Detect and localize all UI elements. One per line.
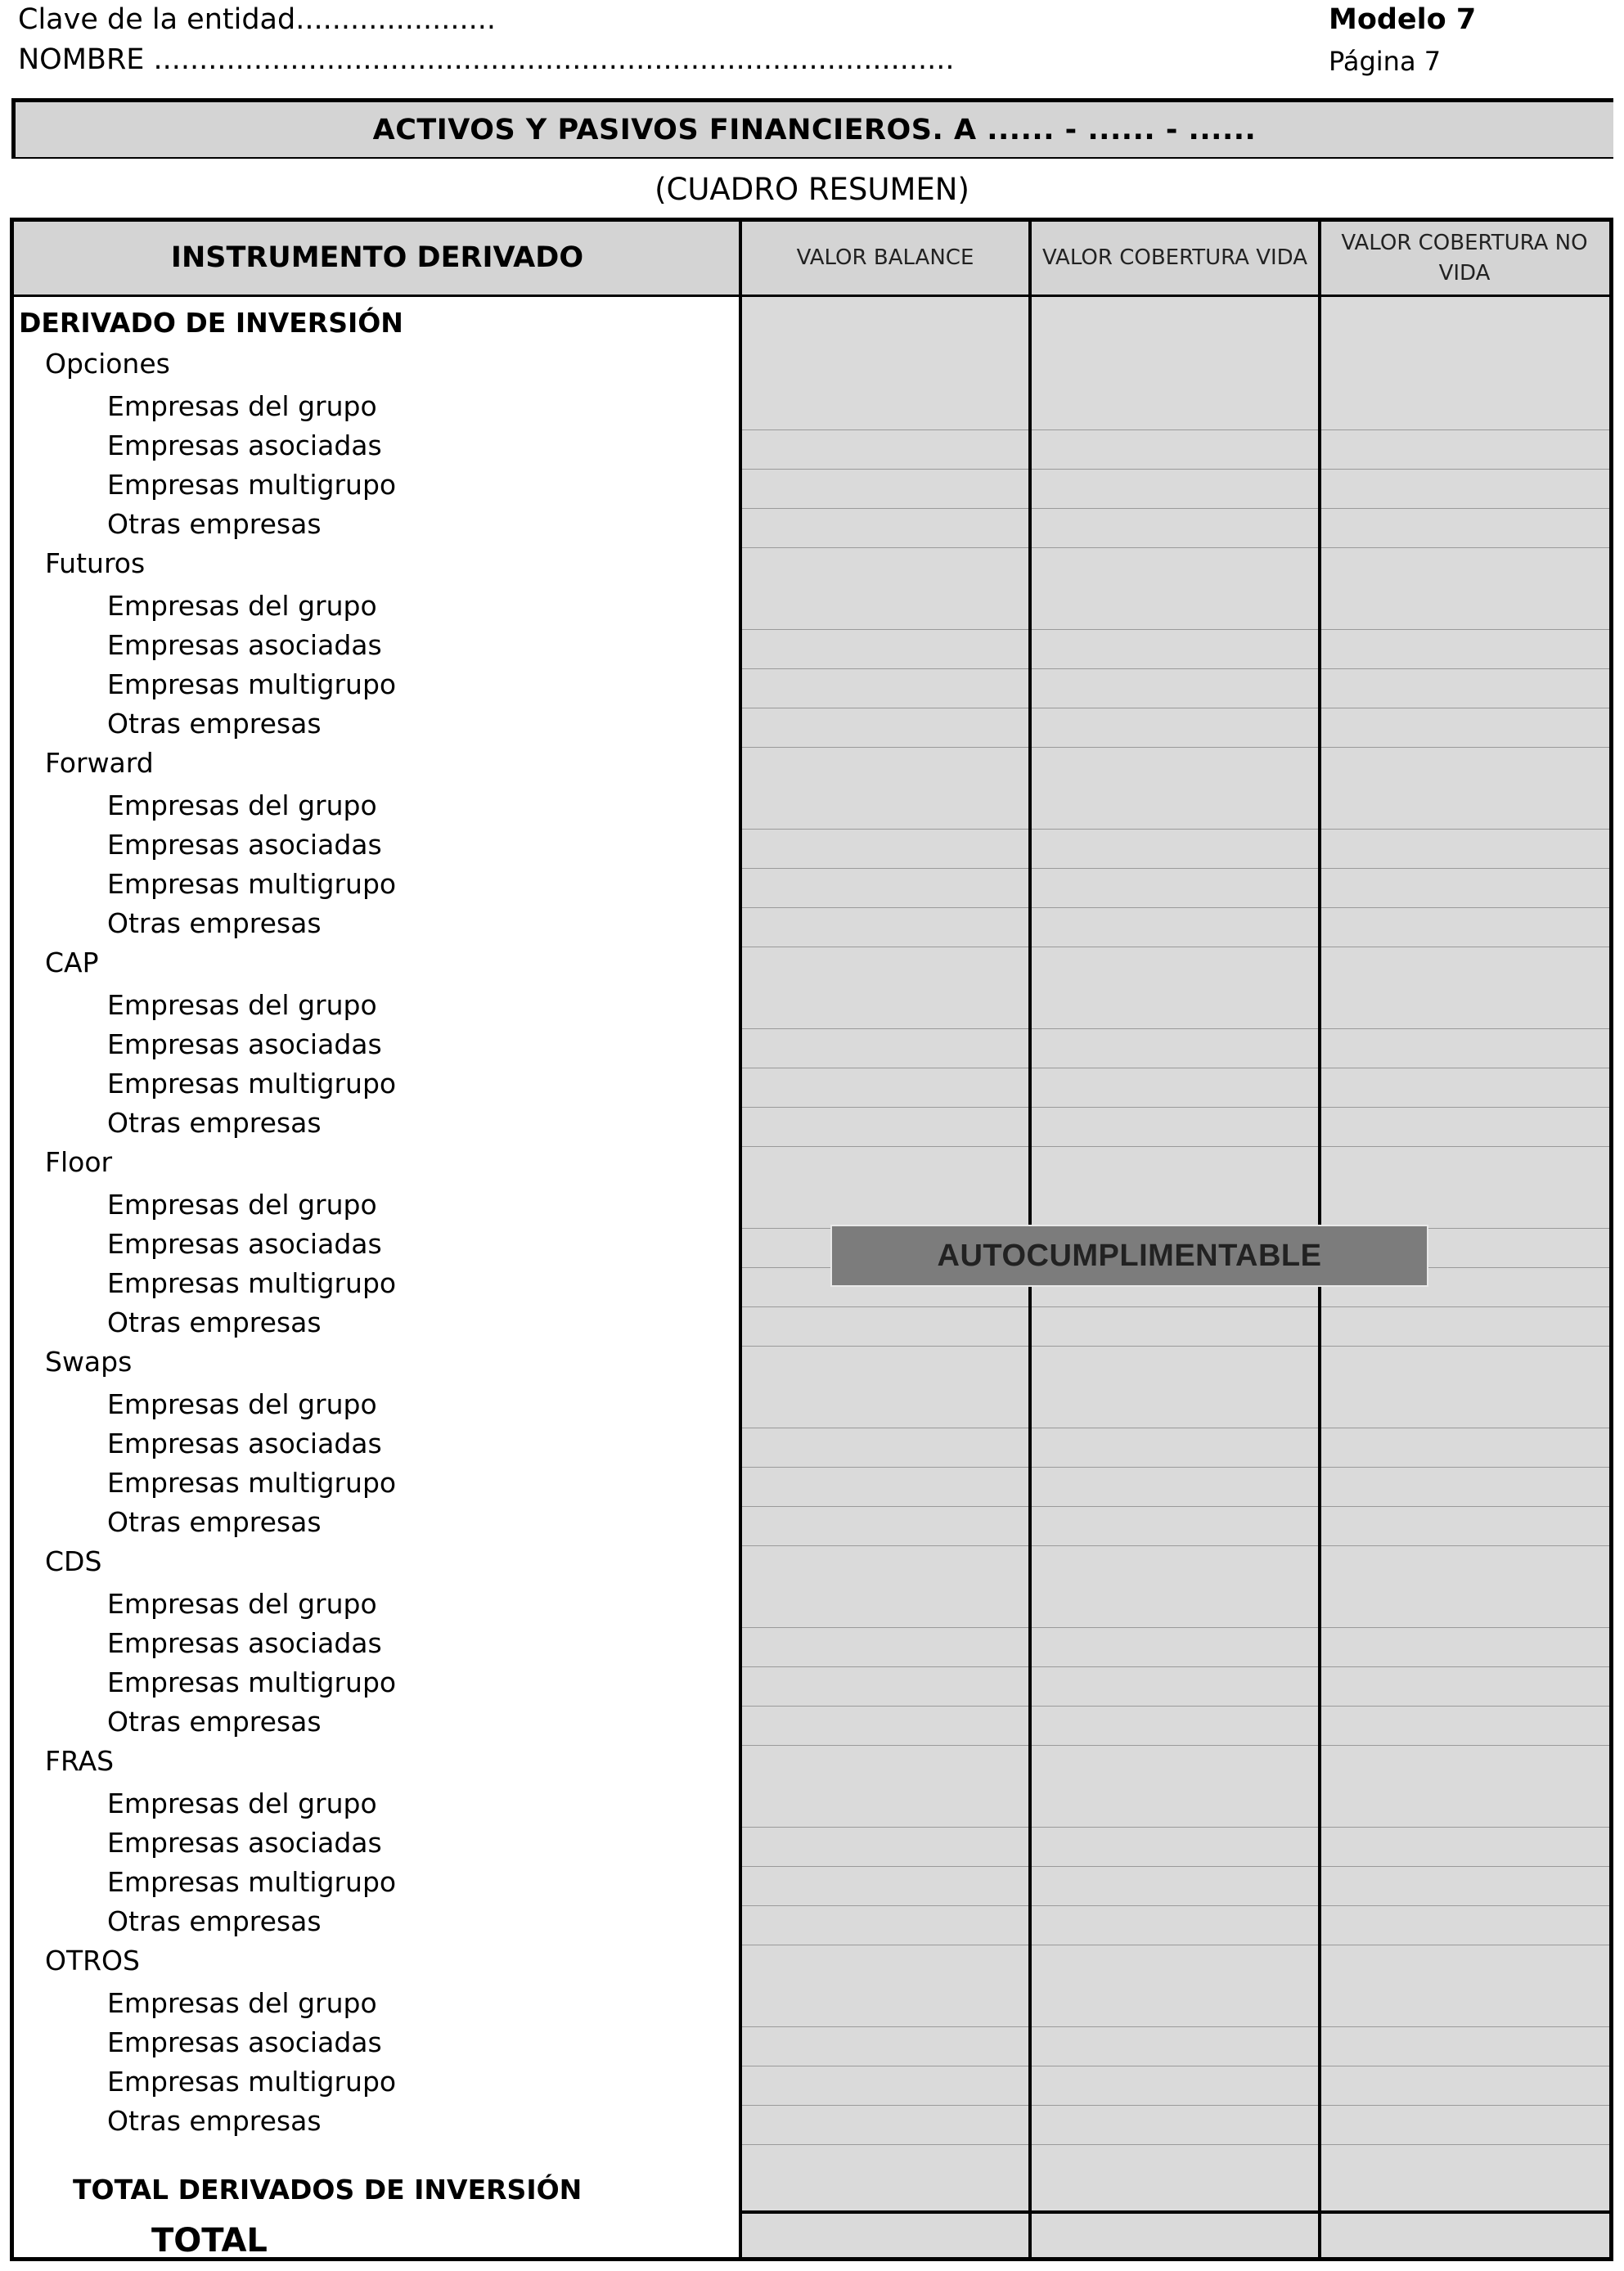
row-divider	[740, 2144, 1609, 2145]
row-divider	[740, 668, 1609, 669]
clave-entidad-label: Clave de la entidad......................	[18, 3, 496, 36]
row-label: Otras empresas	[107, 1905, 322, 1937]
group-label: CDS	[45, 1545, 102, 1577]
row-label: Empresas del grupo	[107, 1588, 377, 1620]
row-label: Empresas del grupo	[107, 1189, 377, 1221]
row-divider	[740, 429, 1609, 430]
row-label: Otras empresas	[107, 907, 322, 939]
row-divider	[740, 1346, 1609, 1347]
group-label: FRAS	[45, 1745, 115, 1777]
row-divider	[740, 508, 1609, 509]
row-divider	[740, 907, 1609, 908]
row-divider	[740, 1745, 1609, 1746]
row-divider	[740, 1506, 1609, 1507]
row-label: Empresas multigrupo	[107, 868, 397, 900]
col-header-valor-balance: VALOR BALANCE	[740, 222, 1030, 297]
group-label: Floor	[45, 1146, 113, 1178]
row-divider	[740, 1545, 1609, 1546]
row-label: Otras empresas	[107, 1706, 322, 1738]
row-label: Otras empresas	[107, 1506, 322, 1538]
row-label: Otras empresas	[107, 1107, 322, 1139]
row-divider	[740, 1905, 1609, 1906]
row-divider	[740, 1107, 1609, 1108]
col-header-cobertura-no-vida: VALOR COBERTURA NO VIDA	[1320, 222, 1609, 297]
row-divider	[740, 1627, 1609, 1628]
group-label: Forward	[45, 747, 154, 779]
row-label: Empresas del grupo	[107, 1987, 377, 2019]
form-title: ACTIVOS Y PASIVOS FINANCIEROS. A ...... - ...... - ......	[11, 98, 1613, 159]
nombre-label: NOMBRE ........................................................................................	[18, 43, 955, 76]
row-label: Empresas asociadas	[107, 1827, 382, 1859]
row-divider	[740, 747, 1609, 748]
group-label: OTROS	[45, 1945, 140, 1976]
row-label: Otras empresas	[107, 1306, 322, 1338]
section-label: DERIVADO DE INVERSIÓN	[19, 307, 403, 339]
page-number: Página 7	[1329, 46, 1442, 77]
row-label: Otras empresas	[107, 508, 322, 540]
row-divider	[740, 1306, 1609, 1307]
group-label: Swaps	[45, 1346, 133, 1378]
group-label: Opciones	[45, 348, 170, 380]
group-label: Futuros	[45, 547, 146, 579]
row-label: Empresas asociadas	[107, 429, 382, 461]
row-divider	[740, 629, 1609, 630]
column-divider	[739, 222, 742, 2257]
row-divider	[740, 1706, 1609, 1707]
row-divider	[740, 469, 1609, 470]
row-label: Empresas multigrupo	[107, 2066, 397, 2098]
row-label: Empresas del grupo	[107, 1388, 377, 1420]
row-label: Empresas asociadas	[107, 2026, 382, 2058]
row-divider	[740, 829, 1609, 830]
total-inversion-label: TOTAL DERIVADOS DE INVERSIÓN	[73, 2174, 583, 2206]
autocumplimentable-stamp: AUTOCUMPLIMENTABLE	[830, 1225, 1428, 1287]
row-label: Empresas multigrupo	[107, 1666, 397, 1698]
row-label: Empresas asociadas	[107, 629, 382, 661]
row-label: Empresas multigrupo	[107, 469, 397, 501]
total-label: TOTAL	[151, 2222, 268, 2260]
row-divider	[740, 547, 1609, 548]
row-label: Empresas multigrupo	[107, 668, 397, 700]
row-label: Empresas asociadas	[107, 829, 382, 861]
row-label: Empresas del grupo	[107, 989, 377, 1021]
row-divider	[740, 1146, 1609, 1147]
row-divider	[740, 1028, 1609, 1029]
row-divider	[740, 1666, 1609, 1667]
row-divider	[740, 1467, 1609, 1468]
col-header-cobertura-vida: VALOR COBERTURA VIDA	[1030, 222, 1320, 297]
row-divider	[740, 868, 1609, 869]
row-label: Empresas asociadas	[107, 1028, 382, 1060]
group-label: CAP	[45, 947, 99, 978]
total-separator	[740, 2210, 1609, 2214]
row-label: Otras empresas	[107, 2105, 322, 2137]
row-label: Empresas multigrupo	[107, 1267, 397, 1299]
row-label: Otras empresas	[107, 708, 322, 740]
row-label: Empresas asociadas	[107, 1627, 382, 1659]
row-label: Empresas del grupo	[107, 590, 377, 622]
row-divider	[740, 2026, 1609, 2027]
row-divider	[740, 1827, 1609, 1828]
row-label: Empresas multigrupo	[107, 1467, 397, 1499]
row-label: Empresas asociadas	[107, 1428, 382, 1459]
row-divider	[740, 2105, 1609, 2106]
row-label: Empresas asociadas	[107, 1228, 382, 1260]
row-divider	[740, 1866, 1609, 1867]
row-label: Empresas del grupo	[107, 1788, 377, 1819]
row-label: Empresas del grupo	[107, 390, 377, 422]
modelo-label: Modelo 7	[1329, 3, 1477, 36]
form-subtitle: (CUADRO RESUMEN)	[655, 172, 969, 207]
row-label: Empresas multigrupo	[107, 1068, 397, 1100]
row-label: Empresas multigrupo	[107, 1866, 397, 1898]
summary-table	[10, 218, 1613, 2261]
row-label: Empresas del grupo	[107, 789, 377, 821]
col-header-instrumento: INSTRUMENTO DERIVADO	[14, 222, 740, 297]
